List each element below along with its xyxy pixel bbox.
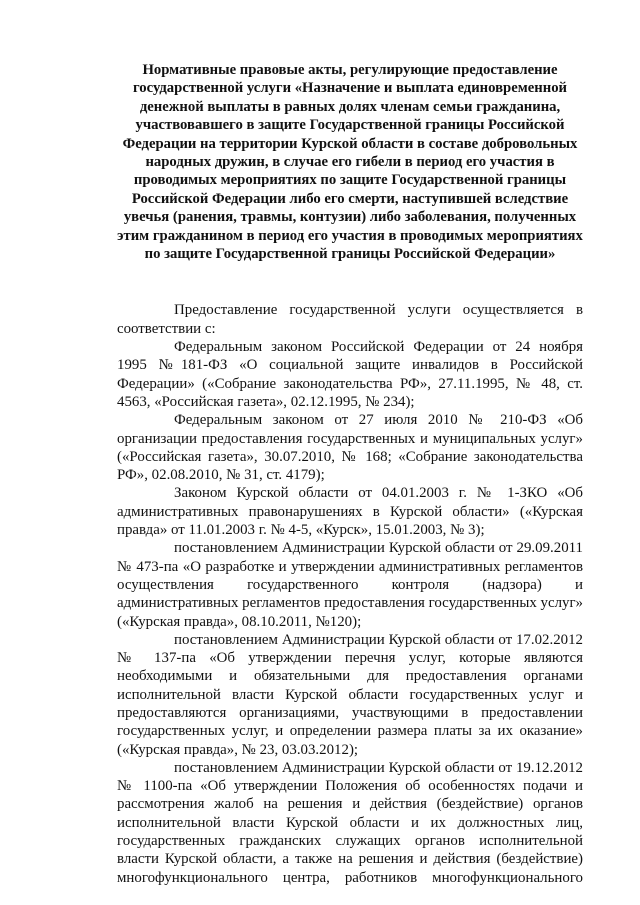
paragraph-federal-law-181: Федеральным законом Российской Федерации от 24 ноября 1995 №181-ФЗ «О социальной защите инвалидов в Российской Федерации» («Собрание законодательства РФ», 27.11.1995, № 48, ст. 4563, «Российская газета», 02.12.1995, № 234);	[117, 339, 583, 410]
title-line: увечья (ранения, травмы, контузии) либо заболевания, полученных	[123, 209, 577, 226]
title-line: Федерации на территории Курской области в составе добровольных	[122, 135, 578, 152]
paragraph-resolution-473: постановлением Администрации Курской области от 29.09.2011 № 473-па «О разработке и утверждении административных регламентов осуществления государственного контроля (надзора) и административных регламентов предоставления государственных услуг» («Курская правда», 08.10.2011, №120);	[117, 540, 583, 630]
paragraph-resolution-1100: постановлением Администрации Курской области от 19.12.2012 № 1100-па «Об утверждении Положения об особенностях подачи и рассмотрения жалоб на решения и действия (бездействие) органов исполнительной власти Курской области и их должностных лиц, государственных гражданских служащих органов исполнительной власти Курской области, а также на решения и действия (бездействие) многофункционального центра, работников многофункционального	[117, 759, 583, 886]
paragraph-intro: Предоставление государственной услуги осуществляется в соответствии с:	[117, 302, 583, 337]
title-line: Нормативные правовые акты, регулирующие предоставление	[142, 62, 558, 78]
document-body	[117, 301, 583, 887]
paragraph-kursk-law-1-zko: Законом Курской области от 04.01.2003 г. № 1-ЗКО «Об административных правонарушениях в Курской области» («Курская правда» от 11.01.2003 г. № 4-5, «Курск», 15.01.2003, № 3);	[117, 485, 583, 539]
title-line: по защите Государственной границы Российской Федерации»	[144, 246, 556, 263]
document-title	[117, 61, 583, 263]
title-line: этим гражданином в период его участия в проводимых мероприятиях	[117, 227, 583, 244]
title-line: проводимых мероприятиях по защите Государственной границы	[133, 172, 567, 189]
title-line: народных дружин, в случае его гибели в период его участия в	[145, 154, 555, 171]
title-line: денежной выплаты в равных долях членам семьи гражданина,	[139, 98, 561, 115]
title-line: участвовавшего в защите Государственной границы Российской	[135, 117, 565, 134]
paragraph-federal-law-210: Федеральным законом от 27 июля 2010 № 210-ФЗ «Об организации предоставления государственных и муниципальных услуг» («Российская газета», 30.07.2010, № 168; «Собрание законодательства РФ», 02.08.2010, № 31, ст. 4179);	[117, 412, 583, 484]
title-line: государственной услуги «Назначение и выплата единовременной	[132, 80, 567, 97]
title-line: Российской Федерации либо его смерти, наступившей вследствие	[131, 190, 569, 207]
paragraph-resolution-137: постановлением Администрации Курской области от 17.02.2012 № 137-па «Об утверждении перечня услуг, которые являются необходимыми и обязательными для предоставления органами исполнительной власти Курской области государственных услуг и предоставляются организациями, участвующими в предоставлении государственных услуг, и определении размера платы за их оказание» («Курская правда», № 23, 03.03.2012);	[117, 631, 583, 758]
